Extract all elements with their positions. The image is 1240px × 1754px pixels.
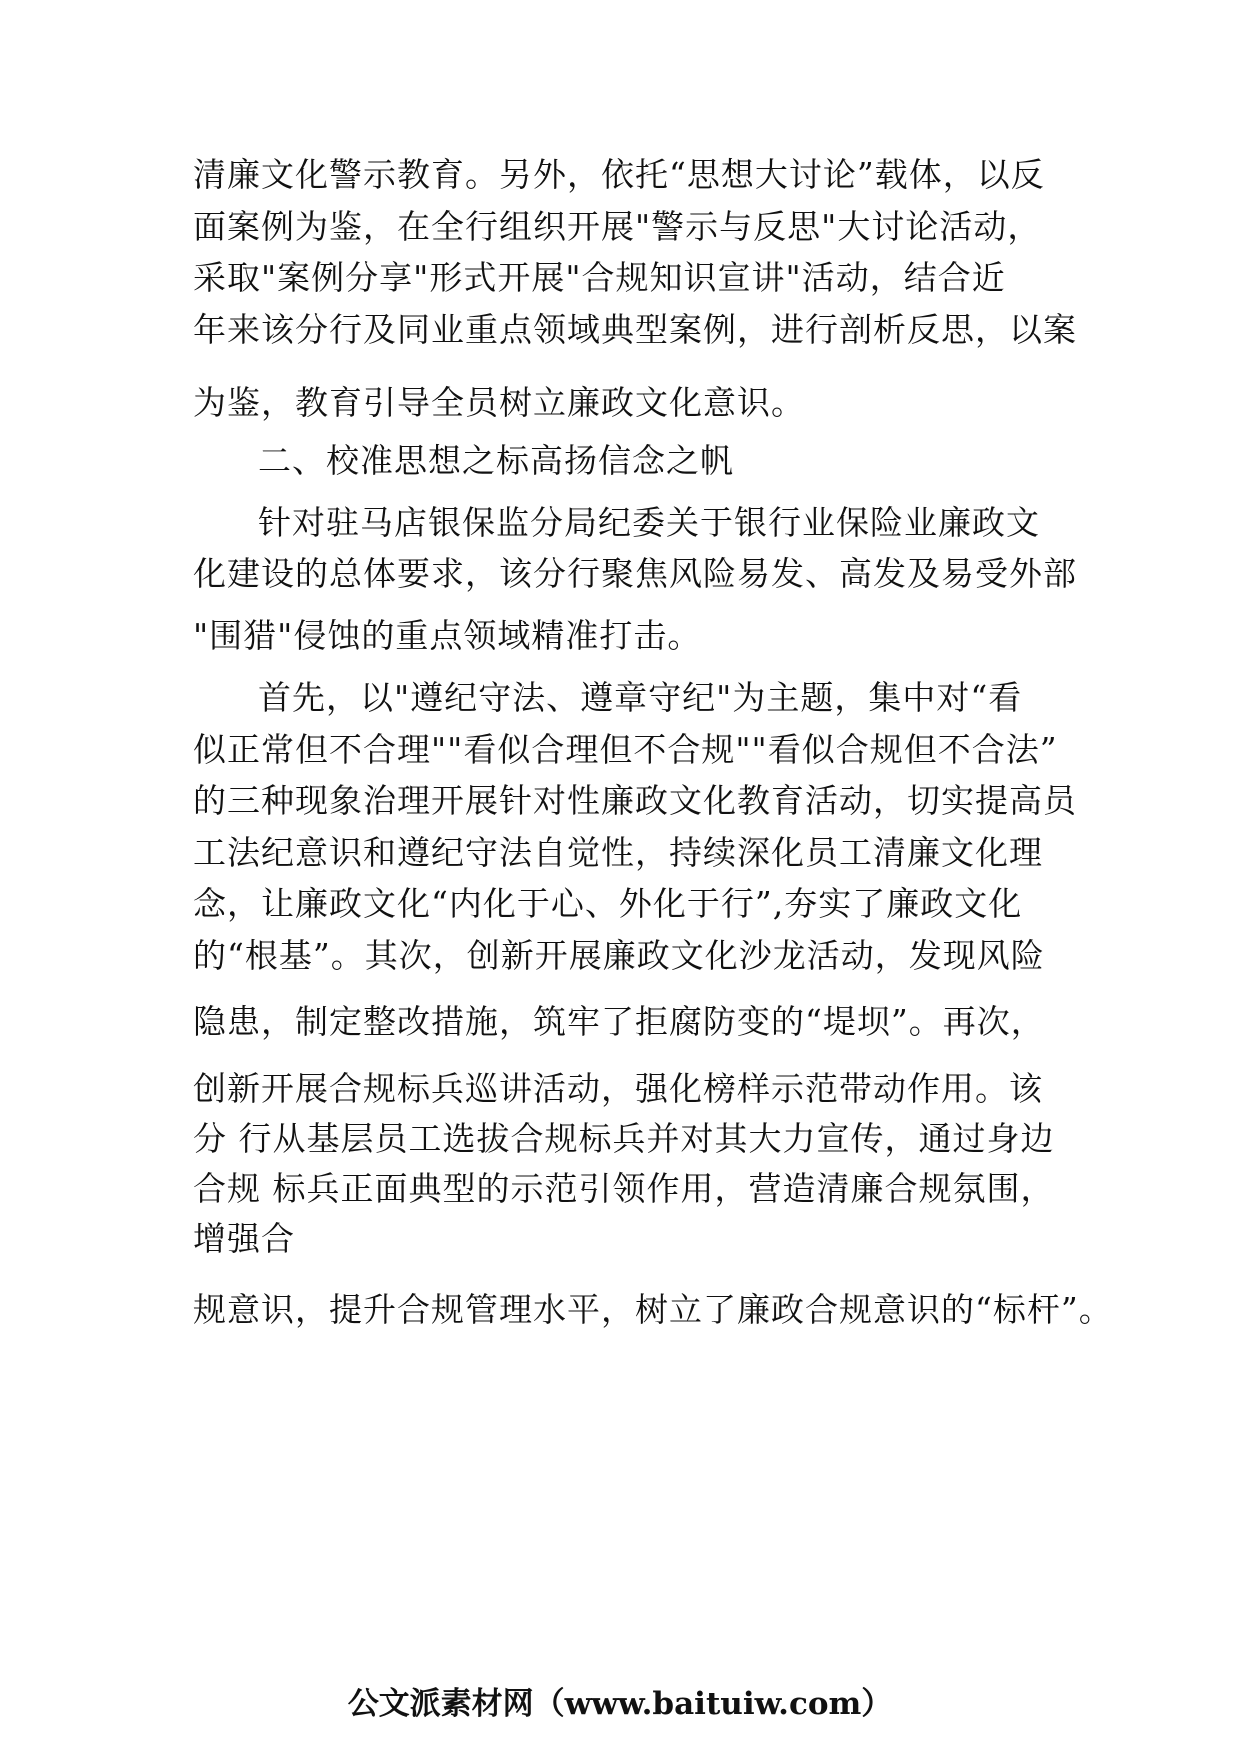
text-line: 规意识，提升合规管理水平，树立了廉政合规意识的“标杆”。 (193, 1290, 1113, 1329)
text-line: 首先，以"遵纪守法、遵章守纪"为主题，集中对“看 (258, 678, 1023, 717)
text-line: 合规 标兵正面典型的示范引领作用，营造清廉合规氛围， (193, 1169, 1055, 1208)
text-line: 似正常但不合理""看似合理但不合规""看似合规但不合法” (193, 730, 1058, 769)
section-heading: 二、校准思想之标高扬信念之帆 (258, 441, 734, 480)
text-line: 隐患，制定整改措施，筑牢了拒腐防变的“堤坝”。再次， (193, 1002, 1045, 1041)
text-line: "围猎"侵蚀的重点领域精准打击。 (193, 616, 702, 655)
text-line: 年来该分行及同业重点领域典型案例，进行剖析反思，以案 (193, 310, 1077, 349)
text-line: 面案例为鉴，在全行组织开展"警示与反思"大讨论活动， (193, 207, 1042, 246)
text-line: 念，让廉政文化“内化于心、外化于行”,夯实了廉政文化 (193, 884, 1023, 923)
footer-watermark: 公文派素材网（www.baituiw.com） (347, 1686, 893, 1722)
text-line: 的三种现象治理开展针对性廉政文化教育活动，切实提高员 (193, 781, 1077, 820)
text-line: 分 行从基层员工选拔合规标兵并对其大力宣传，通过身边 (193, 1119, 1055, 1158)
text-line: 增强合 (193, 1219, 295, 1258)
text-line: 工法纪意识和遵纪守法自觉性，持续深化员工清廉文化理 (193, 833, 1043, 872)
text-line: 针对驻马店银保监分局纪委关于银行业保险业廉政文 (258, 503, 1040, 542)
text-line: 化建设的总体要求，该分行聚焦风险易发、高发及易受外部 (193, 554, 1077, 593)
text-line: 创新开展合规标兵巡讲活动，强化榜样示范带动作用。该 (193, 1069, 1043, 1108)
text-line: 的“根基”。其次，创新开展廉政文化沙龙活动，发现风险 (193, 936, 1045, 975)
text-line: 采取"案例分享"形式开展"合规知识宣讲"活动，结合近 (193, 258, 1006, 297)
text-line: 清廉文化警示教育。另外，依托“思想大讨论”载体，以反 (193, 155, 1045, 194)
text-line: 为鉴，教育引导全员树立廉政文化意识。 (193, 383, 805, 422)
